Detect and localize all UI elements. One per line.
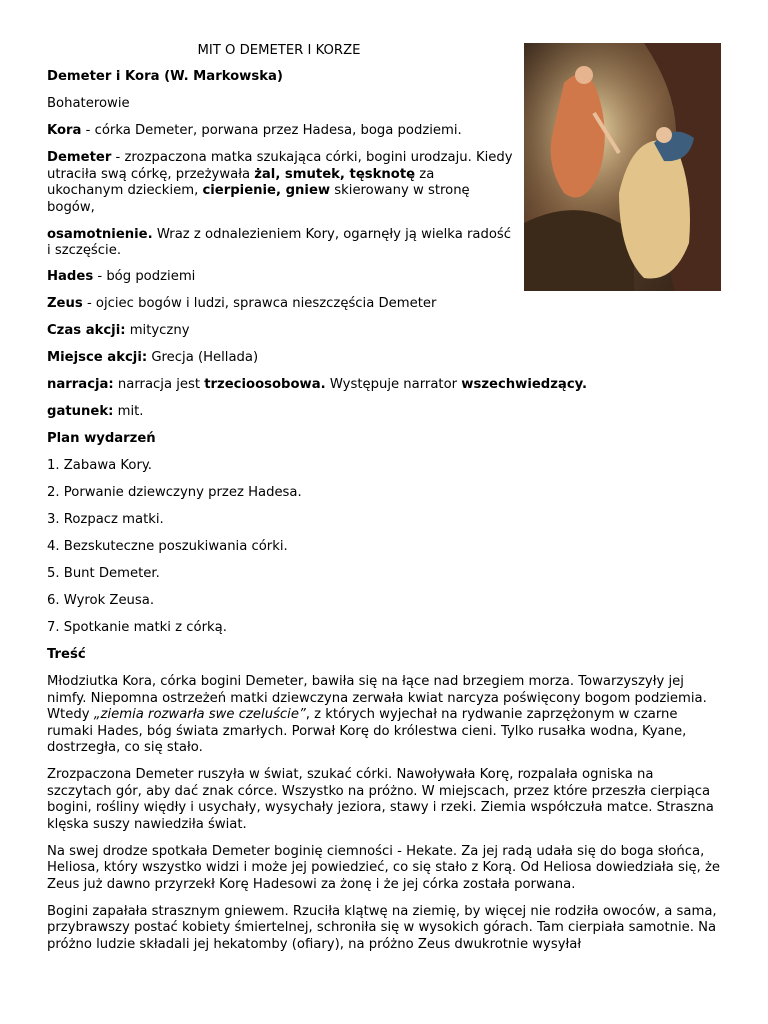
character-hades: Hades - bóg podziemi xyxy=(47,269,196,284)
plan-item: 7. Spotkanie matki z córką. xyxy=(47,620,227,635)
content-paragraph-1: Młodziutka Kora, córka bogini Demeter, bawiła się na łące nad brzegiem morza. Towarzyszyły jej nimfy. Niepomna ostrzeżeń matki dziewczyna zerwała kwiat narcyza poświęcony bogom podziemia. Wtedy „ziemia rozwarła swe czeluście”, z których wyjechał na rydwanie zaprzężonym w czarne rumaki Hades, bóg świata zmarłych. Porwał Korę do królestwa cieni. Tylko rusałka wodna, Kyane, dostrzegła, co się stało. xyxy=(47,674,707,755)
content-heading: Treść xyxy=(47,647,86,662)
plan-item: 4. Bezskuteczne poszukiwania córki. xyxy=(47,539,288,554)
plan-item: 3. Rozpacz matki. xyxy=(47,512,164,527)
content-paragraph-2: Zrozpaczona Demeter ruszyła w świat, szukać córki. Nawoływała Korę, rozpalała ogniska na szczytach gór, aby dać znak córce. Wszystko na próżno. W miejscach, przez które przeszła cierpiąca bogini, rośliny więdły i usychały, wysychały jeziora, stawy i rzeki. Ziemia współczuła matce. Straszna klęska suszy nawiedziła świat. xyxy=(47,767,714,832)
content-paragraph-4: Bogini zapałała strasznym gniewem. Rzuciła klątwę na ziemię, by więcej nie rodziła owoców, a sama, przybrawszy postać kobiety śmiertelnej, schroniła się w wysokich górach. Tam cierpiała samotnie. Na próżno ludzie składali jej hekatomby (ofiary), na próżno Zeus dwukrotnie wysyłał xyxy=(47,903,717,952)
plan-item: 6. Wyrok Zeusa. xyxy=(47,593,155,608)
narration-info: narracja: narracja jest trzecioosobowa. Występuje narrator wszechwiedzący. xyxy=(47,377,588,392)
characters-label: Bohaterowie xyxy=(47,96,130,111)
intro-column xyxy=(47,69,513,270)
plan-heading: Plan wydarzeń xyxy=(47,431,156,446)
time-of-action: Czas akcji: mityczny xyxy=(47,323,190,338)
article-heading: Demeter i Kora (W. Markowska) xyxy=(47,69,283,84)
place-of-action: Miejsce akcji: Grecja (Hellada) xyxy=(47,350,259,365)
painting-image xyxy=(524,43,721,291)
genre-info: gatunek: mit. xyxy=(47,404,144,419)
character-demeter: Demeter - zrozpaczona matka szukająca córki, bogini urodzaju. Kiedy utraciła swą córkę, przeżywała żal, smutek, tęsknotę za ukochanym dzieckiem, cierpienie, gniew skierowany w stronę bogów, xyxy=(47,150,513,215)
content-paragraph-3: Na swej drodze spotkała Demeter boginię ciemności - Hekate. Za jej radą udała się do boga słońca, Heliosa, który wszystko widzi i może jej powiedzieć, co się stało z Korą. Od Heliosa dowiedziała się, że Zeus już dawno przyrzekł Korę Hadesowi za żonę i że jej córka została porwana. xyxy=(47,843,721,892)
page-title: MIT O DEMETER I KORZE xyxy=(197,43,361,58)
plan-item: 1. Zabawa Kory. xyxy=(47,458,152,473)
demeter-loneliness: osamotnienie. Wraz z odnalezieniem Kory, ogarnęły ją wielka radość i szczęście. xyxy=(47,226,512,258)
character-kora: Kora - córka Demeter, porwana przez Hadesa, boga podziemi. xyxy=(47,123,462,138)
plan-item: 2. Porwanie dziewczyny przez Hadesa. xyxy=(47,485,302,500)
character-zeus: Zeus - ojciec bogów i ludzi, sprawca nieszczęścia Demeter xyxy=(47,296,437,311)
main-column xyxy=(47,269,722,964)
painting-illustration xyxy=(524,43,721,291)
plan-item: 5. Bunt Demeter. xyxy=(47,566,160,581)
